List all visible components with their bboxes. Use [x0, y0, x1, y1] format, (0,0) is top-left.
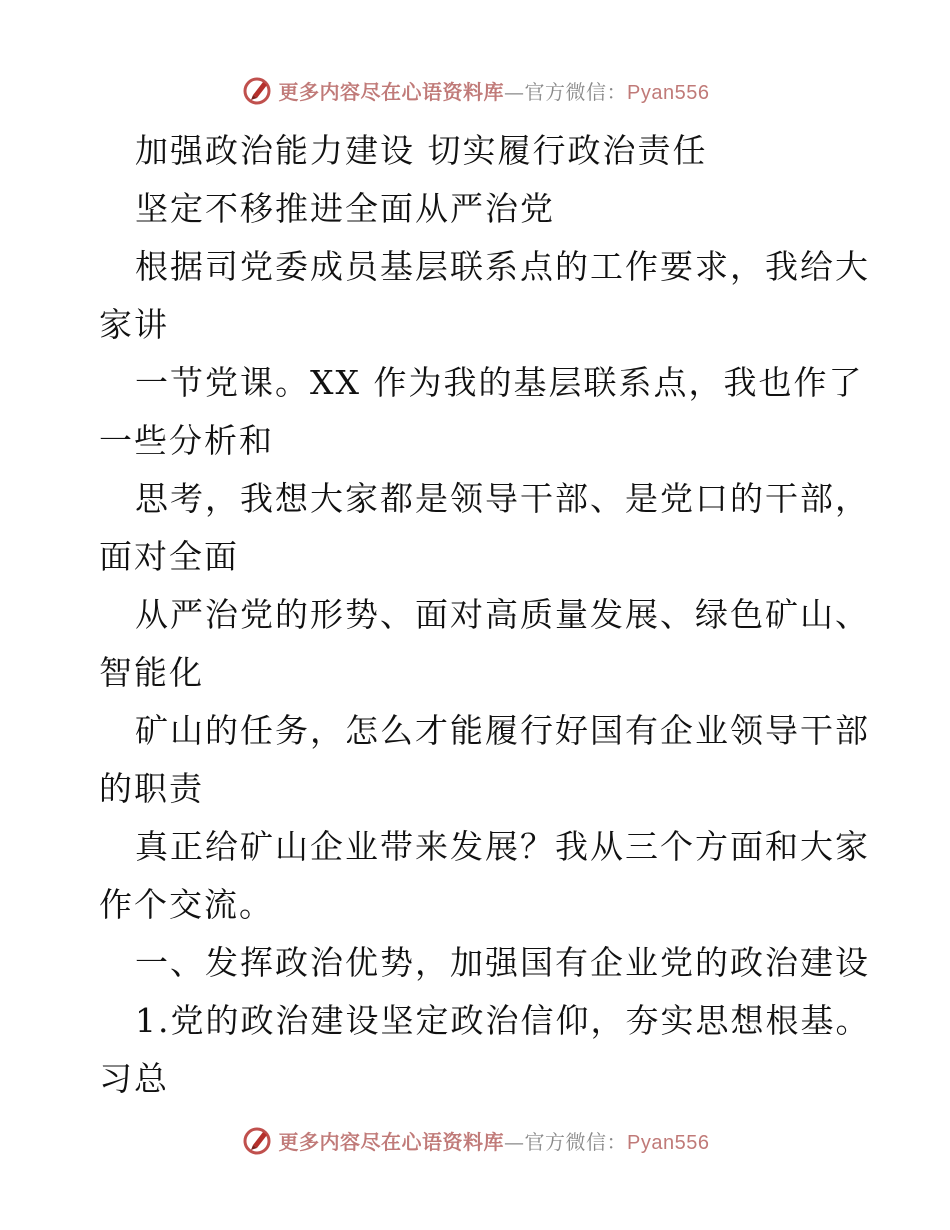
pen-nib-circle-icon — [241, 74, 273, 106]
document-line: 的职责 — [99, 769, 204, 808]
watermark-id: Pyan556 — [627, 1131, 710, 1154]
watermark-header — [0, 70, 950, 110]
document-line: 作个交流。 — [99, 885, 274, 924]
document-line: 坚定不移推进全面从严治党 — [135, 189, 555, 228]
document-line: 习总 — [99, 1059, 169, 1098]
watermark-footer — [0, 1120, 950, 1160]
watermark-text — [279, 1126, 710, 1155]
document-line: 真正给矿山企业带来发展？我从三个方面和大家 — [135, 827, 870, 866]
pen-nib-circle-icon — [241, 1124, 273, 1156]
document-line: 根据司党委成员基层联系点的工作要求，我给大 — [135, 247, 870, 286]
document-line: 从严治党的形势、面对高质量发展、绿色矿山、 — [135, 595, 870, 634]
document-line: 1.党的政治建设坚定政治信仰，夯实思想根基。 — [135, 1001, 871, 1040]
document-line: 加强政治能力建设 切实履行政治责任 — [135, 131, 708, 170]
watermark-main: 更多内容尽在心语资料库 — [278, 1129, 505, 1154]
document-line: 矿山的任务，怎么才能履行好国有企业领导干部 — [135, 711, 870, 750]
watermark-separator: — — [504, 1129, 525, 1154]
document-body — [99, 122, 871, 1108]
document-line: 智能化 — [99, 653, 204, 692]
document-line: 面对全面 — [99, 537, 239, 576]
watermark-separator: — — [504, 79, 525, 104]
watermark-text — [279, 76, 710, 105]
document-line: 思考，我想大家都是领导干部、是党口的干部， — [135, 479, 870, 518]
document-line: 家讲 — [99, 305, 169, 344]
document-line: 一节党课。XX 作为我的基层联系点，我也作了 — [135, 363, 864, 402]
watermark-id: Pyan556 — [627, 81, 710, 104]
watermark-main: 更多内容尽在心语资料库 — [278, 79, 505, 104]
document-line: 一、发挥政治优势，加强国有企业党的政治建设 — [135, 943, 870, 982]
watermark-label: 官方微信： — [524, 1129, 628, 1154]
document-line: 一些分析和 — [99, 421, 274, 460]
watermark-label: 官方微信： — [524, 79, 628, 104]
